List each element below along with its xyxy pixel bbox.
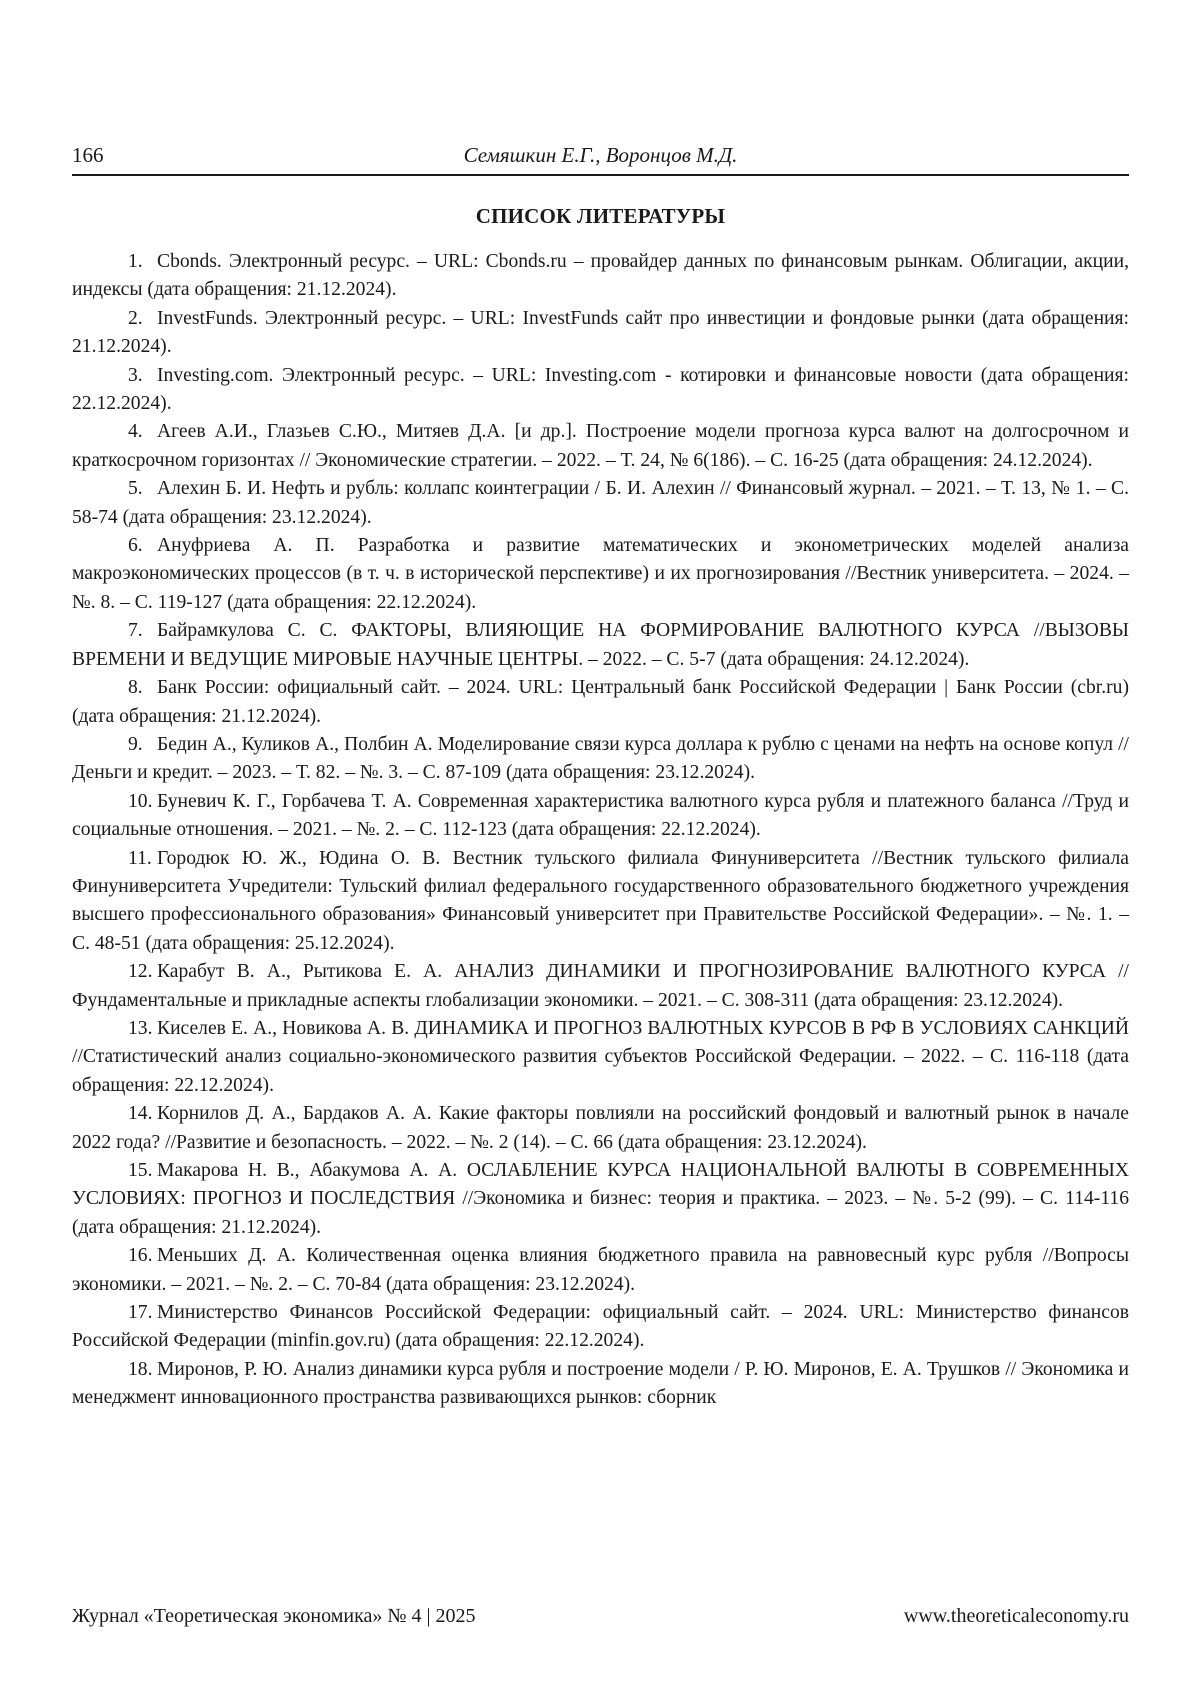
reference-item — [72, 617, 1129, 674]
reference-number: 7. — [128, 617, 157, 645]
reference-text: Байрамкулова С. С. ФАКТОРЫ, ВЛИЯЮЩИЕ НА ФОРМИРОВАНИЕ ВАЛЮТНОГО КУРСА //ВЫЗОВЫ ВРЕМЕНИ И ВЕДУЩИЕ МИРОВЫЕ НАУЧНЫЕ ЦЕНТРЫ. – 2022. – С. 5-7 (дата обращения: 24.12.2024). — [72, 620, 1129, 669]
reference-number: 2. — [128, 305, 157, 333]
page-number: 166 — [72, 143, 104, 168]
reference-item — [72, 532, 1129, 617]
reference-item — [72, 845, 1129, 959]
reference-text: Алехин Б. И. Нефть и рубль: коллапс коинтеграции / Б. И. Алехин // Финансовый журнал. – 2021. – Т. 13, № 1. – С. 58-74 (дата обращения: 23.12.2024). — [72, 478, 1129, 527]
page-footer — [72, 1605, 1129, 1635]
reference-item — [72, 1015, 1129, 1100]
reference-text: Банк России: официальный сайт. – 2024. URL: Центральный банк Российской Федерации | Банк России (cbr.ru) (дата обращения: 21.12.2024). — [72, 677, 1129, 726]
journal-page — [72, 0, 1129, 1697]
reference-number: 16. — [128, 1242, 157, 1270]
reference-number: 14. — [128, 1100, 157, 1128]
reference-number: 10. — [128, 788, 157, 816]
reference-number: 1. — [128, 248, 157, 276]
section-title: СПИСОК ЛИТЕРАТУРЫ — [72, 204, 1129, 229]
reference-text: Министерство Финансов Российской Федерации: официальный сайт. – 2024. URL: Министерство финансов Российской Федерации (minfin.gov.ru) (дата обращения: 22.12.2024). — [72, 1302, 1129, 1351]
reference-text: Миронов, Р. Ю. Анализ динамики курса рубля и построение модели / Р. Ю. Миронов, Е. А. Трушков // Экономика и менеджмент инновационного пространства развивающихся рынков: сборник — [72, 1359, 1129, 1408]
reference-item — [72, 1100, 1129, 1157]
reference-number: 15. — [128, 1157, 157, 1185]
reference-item — [72, 674, 1129, 731]
reference-text: Меньших Д. А. Количественная оценка влияния бюджетного правила на равновесный курс рубля //Вопросы экономики. – 2021. – №. 2. – С. 70-84 (дата обращения: 23.12.2024). — [72, 1245, 1129, 1294]
reference-number: 13. — [128, 1015, 157, 1043]
running-header — [72, 140, 1129, 176]
footer-website-link[interactable]: www.theoreticaleconomy.ru — [904, 1605, 1129, 1628]
reference-number: 4. — [128, 418, 157, 446]
reference-text: Киселев Е. А., Новикова А. В. ДИНАМИКА И ПРОГНОЗ ВАЛЮТНЫХ КУРСОВ В РФ В УСЛОВИЯХ САНКЦИЙ //Статистический анализ социально-экономического развития субъектов Российской Федерации. – 2022. – С. 116-118 (дата обращения: 22.12.2024). — [72, 1018, 1129, 1096]
reference-text: Бедин А., Куликов А., Полбин А. Моделирование связи курса доллара к рублю с ценами на нефть на основе копул //Деньги и кредит. – 2023. – Т. 82. – №. 3. – С. 87-109 (дата обращения: 23.12.2024). — [72, 734, 1129, 783]
reference-text: Агеев А.И., Глазьев С.Ю., Митяев Д.А. [и др.]. Построение модели прогноза курса валют на долгосрочном и краткосрочном горизонтах // Экономические стратегии. – 2022. – Т. 24, № 6(186). – С. 16-25 (дата обращения: 24.12.2024). — [72, 421, 1129, 470]
reference-text: Ануфриева А. П. Разработка и развитие математических и эконометрических моделей анализа макроэкономических процессов (в т. ч. в исторической перспективе) и их прогнозирования //Вестник университета. – 2024. – №. 8. – С. 119-127 (дата обращения: 22.12.2024). — [72, 535, 1129, 613]
header-authors: Семяшкин Е.Г., Воронцов М.Д. — [72, 143, 1129, 168]
reference-text: Карабут В. А., Рытикова Е. А. АНАЛИЗ ДИНАМИКИ И ПРОГНОЗИРОВАНИЕ ВАЛЮТНОГО КУРСА //Фундаментальные и прикладные аспекты глобализации экономики. – 2021. – С. 308-311 (дата обращения: 23.12.2024). — [72, 961, 1129, 1010]
reference-item — [72, 475, 1129, 532]
reference-text: Cbonds. Электронный ресурс. – URL: Cbonds.ru – провайдер данных по финансовым рынкам. Облигации, акции, индексы (дата обращения: 21.12.2024). — [72, 251, 1129, 300]
reference-text: Городюк Ю. Ж., Юдина О. В. Вестник тульского филиала Финуниверситета //Вестник тульского филиала Финуниверситета Учредители: Тульский филиал федерального государственного образовательного бюджетного учреждения высшего профессионального образования» Финансовый университет при Правительстве Российской Федерации». – №. 1. – С. 48-51 (дата обращения: 25.12.2024). — [72, 848, 1129, 954]
reference-item — [72, 418, 1129, 475]
reference-item — [72, 1356, 1129, 1413]
reference-number: 17. — [128, 1299, 157, 1327]
footer-journal-name: Журнал «Теоретическая экономика» № 4 | 2025 — [72, 1605, 475, 1628]
reference-item — [72, 1299, 1129, 1356]
reference-number: 3. — [128, 362, 157, 390]
reference-item — [72, 1157, 1129, 1242]
reference-number: 18. — [128, 1356, 157, 1384]
reference-text: Буневич К. Г., Горбачева Т. А. Современная характеристика валютного курса рубля и платежного баланса //Труд и социальные отношения. – 2021. – №. 2. – С. 112-123 (дата обращения: 22.12.2024). — [72, 791, 1129, 840]
reference-number: 9. — [128, 731, 157, 759]
reference-number: 6. — [128, 532, 157, 560]
reference-item — [72, 958, 1129, 1015]
reference-number: 5. — [128, 475, 157, 503]
reference-item — [72, 305, 1129, 362]
reference-item — [72, 362, 1129, 419]
reference-text: Investing.com. Электронный ресурс. – URL: Investing.com - котировки и финансовые новости (дата обращения: 22.12.2024). — [72, 365, 1129, 414]
reference-number: 11. — [128, 845, 157, 873]
reference-list — [72, 248, 1129, 1413]
reference-text: Корнилов Д. А., Бардаков А. А. Какие факторы повлияли на российский фондовый и валютный рынок в начале 2022 года? //Развитие и безопасность. – 2022. – №. 2 (14). – С. 66 (дата обращения: 23.12.2024). — [72, 1103, 1129, 1152]
reference-text: InvestFunds. Электронный ресурс. – URL: InvestFunds сайт про инвестиции и фондовые рынки (дата обращения: 21.12.2024). — [72, 308, 1129, 357]
reference-text: Макарова Н. В., Абакумова А. А. ОСЛАБЛЕНИЕ КУРСА НАЦИОНАЛЬНОЙ ВАЛЮТЫ В СОВРЕМЕННЫХ УСЛОВИЯХ: ПРОГНОЗ И ПОСЛЕДСТВИЯ //Экономика и бизнес: теория и практика. – 2023. – №. 5-2 (99). – С. 114-116 (дата обращения: 21.12.2024). — [72, 1160, 1129, 1238]
reference-item — [72, 731, 1129, 788]
reference-number: 8. — [128, 674, 157, 702]
reference-number: 12. — [128, 958, 157, 986]
reference-item — [72, 1242, 1129, 1299]
reference-item — [72, 788, 1129, 845]
reference-item — [72, 248, 1129, 305]
